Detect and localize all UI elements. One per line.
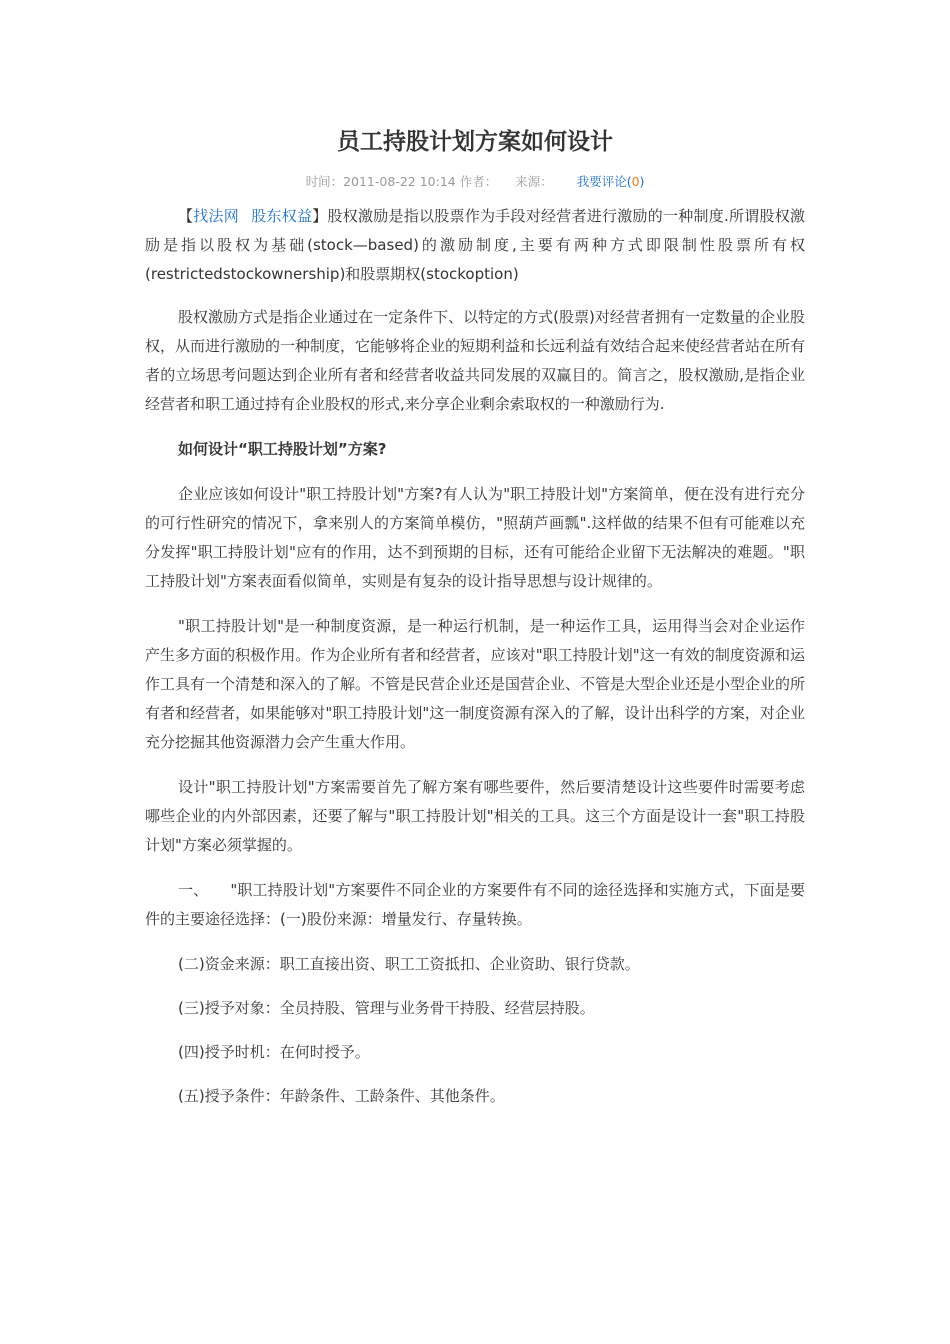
intro-text: 股权激励是指以股票作为手段对经营者进行激励的一种制度.所谓股权激励是指以股权为基础(stock—based)的激励制度,主要有两种方式即限制性股票所有权(restrictedstockownership)和股票期权(stockoption): [145, 207, 805, 283]
list-lead: 一、: [178, 881, 209, 899]
paragraph-3: "职工持股计划"是一种制度资源，是一种运行机制，是一种运作工具，运用得当会对企业运作产生多方面的积极作用。作为企业所有者和经营者，应该对"职工持股计划"这一有效的制度资源和运作工具有一个清楚和深入的了解。不管是民营企业还是国营企业、不管是大型企业还是小型企业的所有者和经营者，如果能够对"职工持股计划"这一制度资源有深入的了解，设计出科学的方案，对企业充分挖掘其他资源潜力会产生重大作用。: [145, 617, 806, 751]
paragraph-4: 设计"职工持股计划"方案需要首先了解方案有哪些要件，然后要清楚设计这些要件时需要考虑哪些企业的内外部因素，还要了解与"职工持股计划"相关的工具。这三个方面是设计一套"职工持股计划"方案必须掌握的。: [145, 778, 805, 854]
comment-count: 0: [631, 174, 640, 189]
paragraph-5: [145, 876, 805, 934]
intro-paragraph: 【找法网 股东权益】股权激励是指以股票作为手段对经营者进行激励的一种制度.所谓股权激励是指以股权为基础(stock—based)的激励制度,主要有两种方式即限制性股票所有权(restrictedstockownership)和股票期权(stockoption): [145, 207, 805, 283]
source-label: 来源：: [515, 174, 553, 189]
zhaofa-link[interactable]: 找法网: [193, 207, 239, 225]
article-meta: [145, 171, 805, 193]
paragraph-2: 企业应该如何设计"职工持股计划"方案?有人认为"职工持股计划"方案简单，便在没有进行充分的可行性研究的情况下，拿来别人的方案简单模仿，"照葫芦画瓢".这样做的结果不但有可能难以充分发挥"职工持股计划"应有的作用，达不到预期的目标，还有可能给企业留下无法解决的难题。"职工持股计划"方案表面看似简单，实则是有复杂的设计指导思想与设计规律的。: [145, 485, 805, 590]
article-body: [145, 202, 805, 1126]
list-item-2: (二)资金来源：职工直接出资、职工工资抵扣、企业资助、银行贷款。: [178, 955, 640, 973]
time-label: 时间：: [305, 174, 344, 189]
comment-link[interactable]: 我要评论(0): [576, 174, 645, 189]
list-item-5: (五)授予条件：年龄条件、工龄条件、其他条件。: [178, 1087, 505, 1105]
paragraph-1: 股权激励方式是指企业通过在一定条件下、以特定的方式(股票)对经营者拥有一定数量的企业股权，从而进行激励的一种制度，它能够将企业的短期利益和长远利益有效结合起来使经营者站在所有者的立场思考问题达到企业所有者和经营者收益共同发展的双赢目的。简言之，股权激励,是指企业经营者和职工通过持有企业股权的形式,来分享企业剩余索取权的一种激励行为.: [145, 308, 806, 413]
list-item-3: (三)授予对象：全员持股、管理与业务骨干持股、经营层持股。: [178, 999, 595, 1017]
author-label: 作者：: [459, 174, 498, 189]
time-value: 2011-08-22 10:14: [343, 174, 456, 189]
list-item-4: (四)授予时机：在何时授予。: [178, 1043, 370, 1061]
section-heading: 如何设计“职工持股计划”方案?: [178, 440, 387, 458]
page-title: 员工持股计划方案如何设计: [337, 129, 613, 155]
paragraph-5-text: "职工持股计划"方案要件不同企业的方案要件有不同的途径选择和实施方式，下面是要件的主要途径选择：(一)股份来源：增量发行、存量转换。: [145, 881, 805, 928]
shareholder-rights-link[interactable]: 股东权益: [251, 207, 313, 225]
